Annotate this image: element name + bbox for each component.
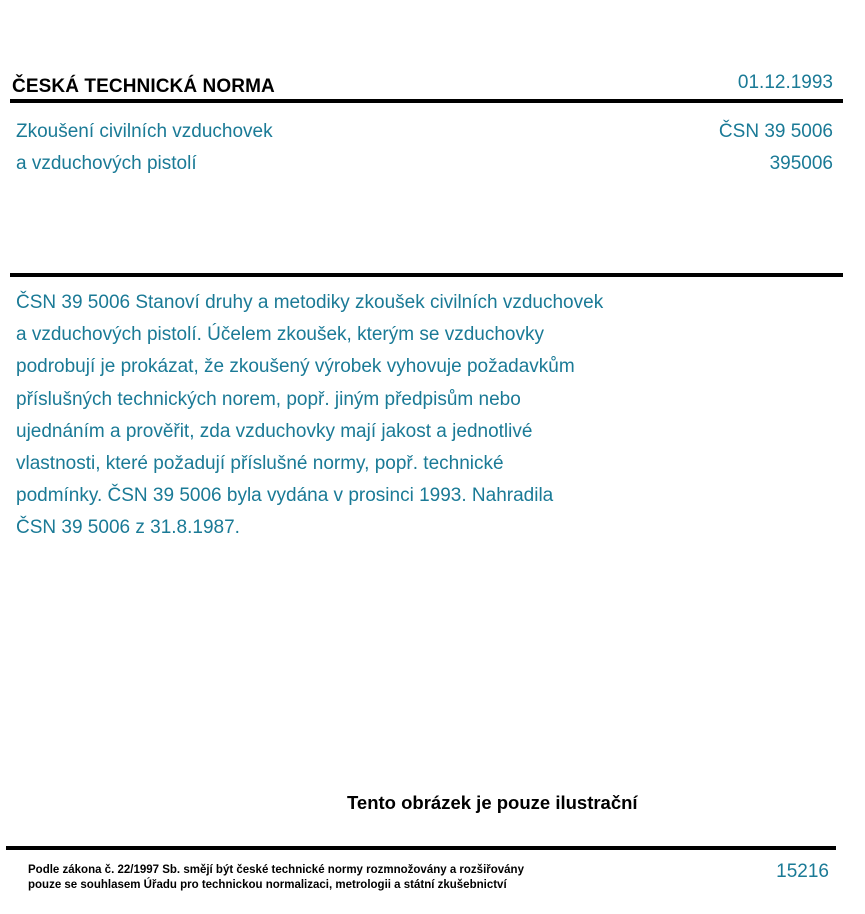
- abstract-text: [16, 287, 696, 545]
- abstract-line: ujednáním a prověřit, zda vzduchovky mají jakost a jednotlivé: [16, 420, 533, 442]
- abstract-line: ČSN 39 5006 z 31.8.1987.: [16, 517, 240, 539]
- legal-notice: [28, 863, 524, 893]
- standard-title-line: a vzduchových pistolí: [16, 153, 197, 174]
- section-divider: [10, 273, 843, 277]
- document-number: 15216: [776, 861, 829, 882]
- catalog-number: 395006: [769, 153, 833, 174]
- illustration-notice: Tento obrázek je pouze ilustrační: [347, 792, 638, 813]
- abstract-line: a vzduchových pistolí. Účelem zkoušek, kterým se vzduchovky: [16, 324, 544, 346]
- abstract-line: podmínky. ČSN 39 5006 byla vydána v prosinci 1993. Nahradila: [16, 485, 554, 507]
- abstract-line: příslušných technických norem, popř. jiným předpisům nebo: [16, 388, 521, 410]
- footer-divider: [6, 846, 836, 850]
- abstract-line: podrobují je prokázat, že zkoušený výrobek vyhovuje požadavkům: [16, 356, 575, 378]
- standard-title: [16, 116, 273, 180]
- abstract-line: ČSN 39 5006 Stanoví druhy a metodiky zkoušek civilních vzduchovek: [16, 292, 604, 313]
- legal-notice-line: Podle zákona č. 22/1997 Sb. smějí být české technické normy rozmnožovány a rozšiřovány: [28, 864, 524, 876]
- legal-notice-line: pouze se souhlasem Úřadu pro technickou normalizaci, metrologii a státní zkušebnictví: [28, 879, 507, 891]
- header-divider: [10, 99, 843, 103]
- issue-date: 01.12.1993: [737, 72, 833, 93]
- standard-title-line: Zkoušení civilních vzduchovek: [16, 121, 273, 142]
- abstract-line: vlastnosti, které požadují příslušné normy, popř. technické: [16, 453, 504, 475]
- standard-code: ČSN 39 5006: [718, 121, 833, 142]
- standard-identifiers: [719, 116, 833, 180]
- document-heading: ČESKÁ TECHNICKÁ NORMA: [12, 76, 275, 97]
